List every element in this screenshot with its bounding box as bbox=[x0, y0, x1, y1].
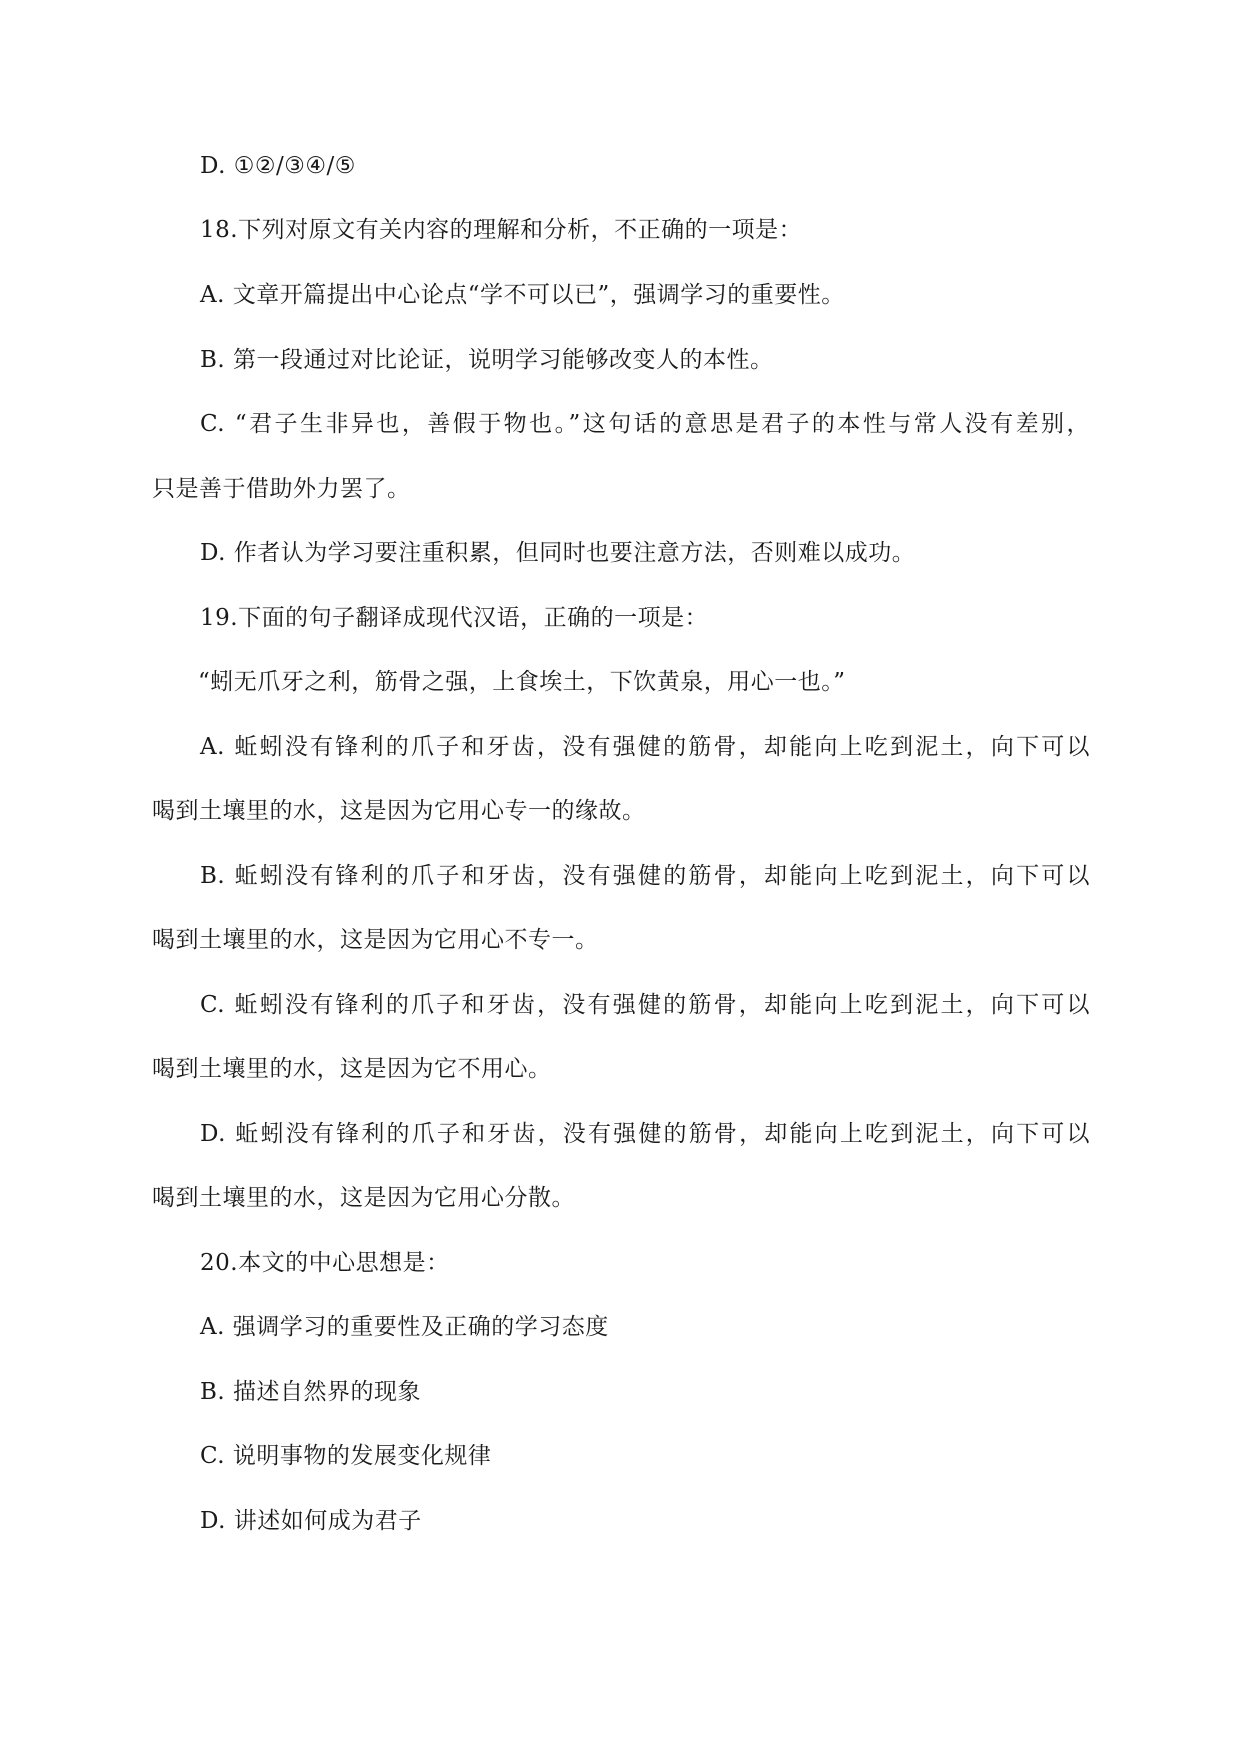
q19-option-a: A. 蚯蚓没有锋利的爪子和牙齿，没有强健的筋骨，却能向上吃到泥土，向下可以 bbox=[200, 734, 1090, 760]
q18-option-a: A. 文章开篇提出中心论点“学不可以已”，强调学习的重要性。 bbox=[200, 282, 845, 308]
q19-quote: “蚓无爪牙之利，筋骨之强，上食埃土，下饮黄泉，用心一也。” bbox=[198, 669, 846, 695]
q19-option-c: C. 蚯蚓没有锋利的爪子和牙齿，没有强健的筋骨，却能向上吃到泥土，向下可以 bbox=[200, 992, 1090, 1018]
q20-stem: 20.本文的中心思想是： bbox=[200, 1250, 450, 1276]
q20-option-c: C. 说明事物的发展变化规律 bbox=[200, 1443, 492, 1469]
q18-option-d: D. 作者认为学习要注重积累，但同时也要注意方法，否则难以成功。 bbox=[200, 540, 916, 566]
q19-option-c-cont: 喝到土壤里的水，这是因为它不用心。 bbox=[152, 1056, 552, 1082]
q18-option-c-cont: 只是善于借助外力罢了。 bbox=[152, 476, 411, 502]
q17-option-d: D. ①②/③④/⑤ bbox=[200, 153, 356, 179]
q20-option-d: D. 讲述如何成为君子 bbox=[200, 1508, 422, 1534]
q19-stem: 19.下面的句子翻译成现代汉语，正确的一项是： bbox=[200, 605, 709, 631]
q20-option-b: B. 描述自然界的现象 bbox=[200, 1379, 422, 1405]
q20-option-a: A. 强调学习的重要性及正确的学习态度 bbox=[200, 1314, 609, 1340]
q19-option-d: D. 蚯蚓没有锋利的爪子和牙齿，没有强健的筋骨，却能向上吃到泥土，向下可以 bbox=[200, 1121, 1090, 1147]
q18-stem: 18.下列对原文有关内容的理解和分析，不正确的一项是： bbox=[200, 217, 803, 243]
q19-option-d-cont: 喝到土壤里的水，这是因为它用心分散。 bbox=[152, 1185, 575, 1211]
q18-option-b: B. 第一段通过对比论证，说明学习能够改变人的本性。 bbox=[200, 347, 774, 373]
q19-option-b-cont: 喝到土壤里的水，这是因为它用心不专一。 bbox=[152, 927, 599, 953]
q19-option-a-cont: 喝到土壤里的水，这是因为它用心专一的缘故。 bbox=[152, 798, 646, 824]
q18-option-c: C. “君子生非异也，善假于物也。”这句话的意思是君子的本性与常人没有差别， bbox=[200, 411, 1090, 437]
q19-option-b: B. 蚯蚓没有锋利的爪子和牙齿，没有强健的筋骨，却能向上吃到泥土，向下可以 bbox=[200, 863, 1090, 889]
